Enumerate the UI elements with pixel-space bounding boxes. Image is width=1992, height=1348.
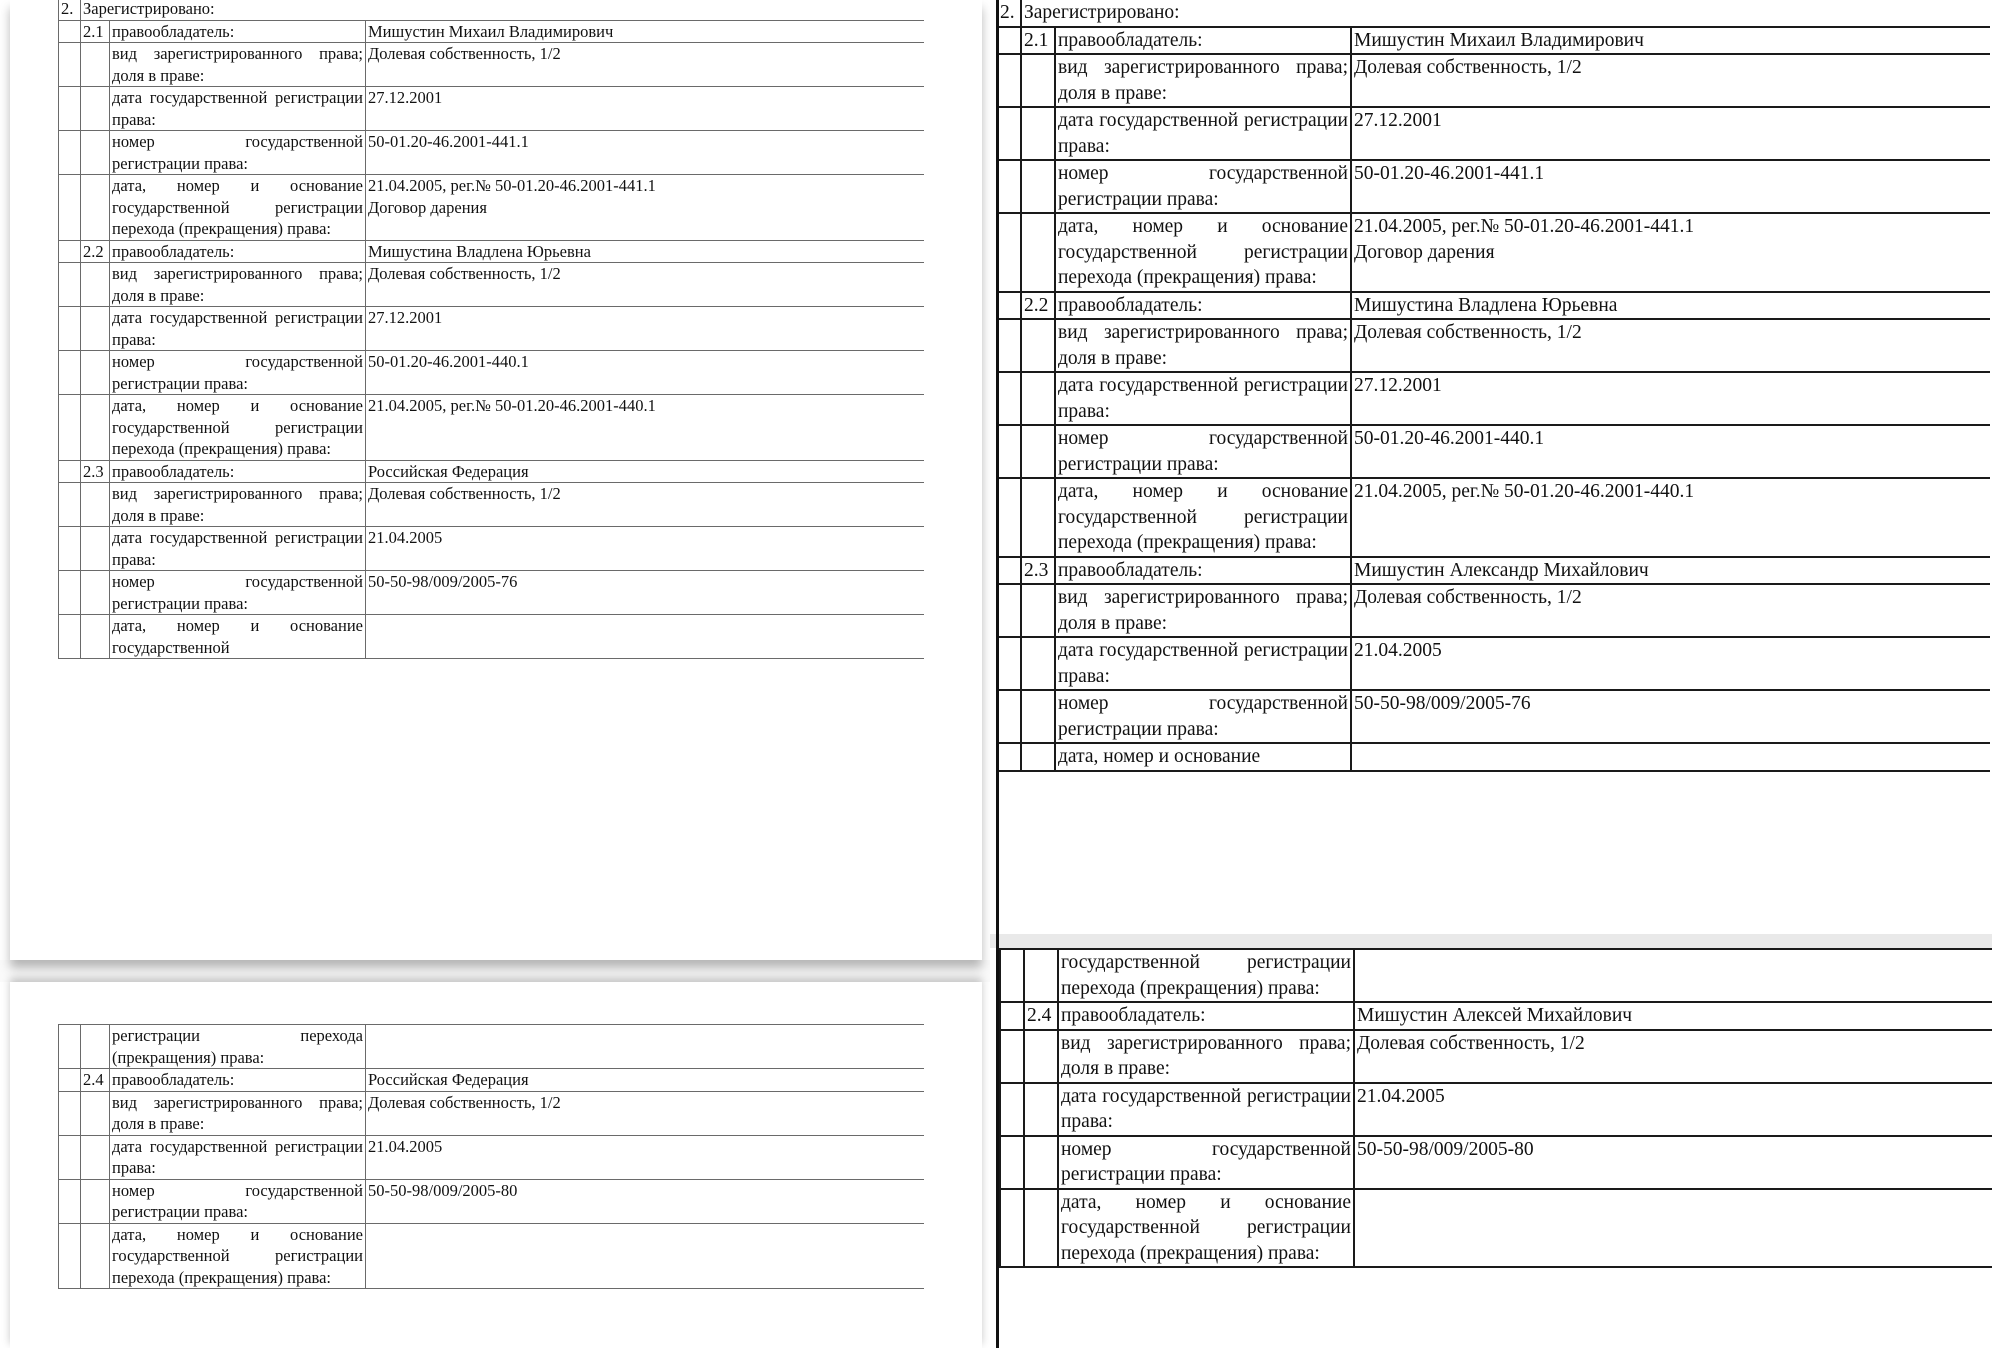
- table-row: [997, 584, 1990, 637]
- section-spacer: [1000, 1189, 1024, 1268]
- field-value: 21.04.2005, рег.№ 50-01.20-46.2001-441.1 Договор дарения: [1351, 213, 1990, 292]
- field-value: 21.04.2005, рег.№ 50-01.20-46.2001-440.1: [1351, 478, 1990, 557]
- subsection-number: [81, 263, 110, 307]
- field-label: вид зарегистрированного права; доля в праве:: [1055, 319, 1351, 372]
- table-row: [59, 240, 925, 263]
- field-label: дата, номер и основание государственной регистрации перехода (прекращения) права:: [1055, 478, 1351, 557]
- subsection-number: [81, 87, 110, 131]
- field-label: правообладатель:: [1055, 27, 1351, 55]
- field-label: правообладатель:: [110, 240, 366, 263]
- section-spacer: [59, 240, 81, 263]
- field-label: дата, номер и основание государственной регистрации перехода (прекращения) права:: [110, 395, 366, 461]
- field-value: [366, 615, 925, 659]
- field-value: Долевая собственность, 1/2: [366, 483, 925, 527]
- section-number: 2.: [997, 0, 1021, 27]
- section-spacer: [997, 213, 1021, 292]
- table-row: [59, 351, 925, 395]
- section-spacer: [59, 87, 81, 131]
- table-row: [59, 1069, 925, 1092]
- table-row: [997, 690, 1990, 743]
- section-spacer: [59, 1223, 81, 1289]
- field-value: Долевая собственность, 1/2: [1351, 54, 1990, 107]
- section-title: Зарегистрировано:: [81, 0, 925, 20]
- field-label: дата государственной регистрации права:: [110, 87, 366, 131]
- subsection-number: 2.4: [1024, 1002, 1058, 1030]
- table-row: [59, 1025, 925, 1069]
- subsection-number: [81, 1179, 110, 1223]
- field-value: 21.04.2005: [366, 527, 925, 571]
- table-row: [997, 637, 1990, 690]
- table-row: [59, 615, 925, 659]
- field-label: дата государственной регистрации права:: [110, 527, 366, 571]
- page-gap: [0, 960, 990, 982]
- subsection-number: [1024, 1189, 1058, 1268]
- field-value: [1351, 743, 1990, 771]
- section-spacer: [997, 372, 1021, 425]
- table-row: [997, 478, 1990, 557]
- subsection-number: [1021, 478, 1055, 557]
- field-value: Российская Федерация: [366, 460, 925, 483]
- section-spacer: [59, 1025, 81, 1069]
- field-label: вид зарегистрированного права; доля в праве:: [1055, 584, 1351, 637]
- section-spacer: [997, 107, 1021, 160]
- subsection-number: [81, 1135, 110, 1179]
- subsection-number: [81, 175, 110, 241]
- subsection-number: [1024, 1083, 1058, 1136]
- registry-table-scanned-page-2: [58, 1024, 924, 1348]
- field-label: номер государственной регистрации права:: [1055, 690, 1351, 743]
- table-row: [59, 1179, 925, 1223]
- subsection-number: [81, 43, 110, 87]
- subsection-number: [81, 1025, 110, 1069]
- subsection-number: [81, 1223, 110, 1289]
- table-row: [59, 20, 925, 43]
- table-row: [1000, 1083, 1992, 1136]
- table-row: [59, 395, 925, 461]
- table-row: [59, 527, 925, 571]
- field-value: 21.04.2005: [366, 1135, 925, 1179]
- field-label: номер государственной регистрации права:: [110, 1179, 366, 1223]
- section-spacer: [997, 54, 1021, 107]
- section-spacer: [59, 1069, 81, 1092]
- field-label: дата государственной регистрации права:: [110, 1135, 366, 1179]
- table-row: [59, 460, 925, 483]
- field-label: правообладатель:: [110, 460, 366, 483]
- table-row: [997, 107, 1990, 160]
- field-value: Мишустин Михаил Владимирович: [1351, 27, 1990, 55]
- field-value: 50-50-98/009/2005-80: [366, 1179, 925, 1223]
- field-label: дата, номер и основание государственной регистрации перехода (прекращения) права:: [110, 175, 366, 241]
- table-row: [997, 27, 1990, 55]
- subsection-number: [1024, 1136, 1058, 1189]
- section-spacer: [997, 478, 1021, 557]
- field-value: 21.04.2005: [1351, 637, 1990, 690]
- table-row: [997, 425, 1990, 478]
- subsection-number: 2.2: [1021, 292, 1055, 320]
- subsection-number: [81, 615, 110, 659]
- section-spacer: [59, 263, 81, 307]
- subsection-number: [81, 1091, 110, 1135]
- table-row: [59, 571, 925, 615]
- field-label: вид зарегистрированного права; доля в праве:: [110, 1091, 366, 1135]
- subsection-number: [1021, 584, 1055, 637]
- field-label: номер государственной регистрации права:: [1058, 1136, 1354, 1189]
- section-spacer: [59, 571, 81, 615]
- field-value: 27.12.2001: [1351, 372, 1990, 425]
- field-value: 21.04.2005: [1354, 1083, 1992, 1136]
- subsection-number: [81, 483, 110, 527]
- section-spacer: [997, 292, 1021, 320]
- table-row: [997, 743, 1990, 771]
- section-spacer: [59, 1135, 81, 1179]
- section-spacer: [59, 1179, 81, 1223]
- registry-table-clear-view-page-1: [996, 0, 1990, 934]
- section-spacer: [997, 319, 1021, 372]
- table-row: [59, 307, 925, 351]
- table-row: [997, 557, 1990, 585]
- section-spacer: [997, 584, 1021, 637]
- field-label: правообладатель:: [1055, 557, 1351, 585]
- table-row: [59, 131, 925, 175]
- field-value: 50-50-98/009/2005-76: [366, 571, 925, 615]
- section-spacer: [59, 1091, 81, 1135]
- field-label: вид зарегистрированного права; доля в праве:: [1058, 1030, 1354, 1083]
- table-row: [1000, 1030, 1992, 1083]
- registry-table: [996, 0, 1990, 772]
- registry-table-clear-view-page-2: [996, 948, 1992, 1348]
- field-value: Мишустин Алексей Михайлович: [1354, 1002, 1992, 1030]
- table-row: [1000, 1189, 1992, 1268]
- registry-table-scanned-page-1: [58, 0, 924, 822]
- field-value: 50-01.20-46.2001-440.1: [366, 351, 925, 395]
- registry-table: [58, 0, 924, 659]
- field-value: Долевая собственность, 1/2: [1351, 319, 1990, 372]
- section-spacer: [59, 395, 81, 461]
- field-value: Мишустин Михаил Владимирович: [366, 20, 925, 43]
- section-spacer: [997, 27, 1021, 55]
- field-label: вид зарегистрированного права; доля в праве:: [110, 43, 366, 87]
- field-value: 21.04.2005, рег.№ 50-01.20-46.2001-441.1 Договор дарения: [366, 175, 925, 241]
- field-label: номер государственной регистрации права:: [110, 351, 366, 395]
- field-value: 27.12.2001: [366, 307, 925, 351]
- field-value: 50-50-98/009/2005-80: [1354, 1136, 1992, 1189]
- section-number: 2.: [59, 0, 81, 20]
- field-label: дата, номер и основание государственной регистрации перехода (прекращения) права:: [1058, 1189, 1354, 1268]
- subsection-number: [81, 351, 110, 395]
- section-spacer: [1000, 949, 1024, 1002]
- field-label: дата, номер и основание государственной регистрации перехода (прекращения) права:: [110, 1223, 366, 1289]
- subsection-number: [1021, 690, 1055, 743]
- subsection-number: 2.3: [81, 460, 110, 483]
- field-value: 50-01.20-46.2001-440.1: [1351, 425, 1990, 478]
- subsection-number: 2.1: [1021, 27, 1055, 55]
- subsection-number: 2.3: [1021, 557, 1055, 585]
- subsection-number: [81, 527, 110, 571]
- section-spacer: [997, 743, 1021, 771]
- field-label: дата, номер и основание: [1055, 743, 1351, 771]
- field-label: номер государственной регистрации права:: [1055, 425, 1351, 478]
- table-row: [59, 1135, 925, 1179]
- field-label: дата государственной регистрации права:: [1055, 637, 1351, 690]
- table-row: [59, 87, 925, 131]
- page-break-gap: [990, 934, 1992, 948]
- subsection-number: [81, 571, 110, 615]
- page-left-border: [996, 0, 999, 1348]
- subsection-number: [81, 307, 110, 351]
- field-value: 27.12.2001: [366, 87, 925, 131]
- section-spacer: [1000, 1002, 1024, 1030]
- registry-table: [58, 1024, 924, 1289]
- subsection-number: [1021, 107, 1055, 160]
- table-row: [1000, 949, 1992, 1002]
- section-spacer: [997, 690, 1021, 743]
- field-label: правообладатель:: [110, 20, 366, 43]
- section-spacer: [59, 527, 81, 571]
- field-label: правообладатель:: [1058, 1002, 1354, 1030]
- field-value: Долевая собственность, 1/2: [1354, 1030, 1992, 1083]
- table-row: [59, 483, 925, 527]
- field-value: 50-50-98/009/2005-76: [1351, 690, 1990, 743]
- subsection-number: [1021, 743, 1055, 771]
- section-spacer: [59, 460, 81, 483]
- subsection-number: [81, 395, 110, 461]
- table-row: [59, 1091, 925, 1135]
- field-label: номер государственной регистрации права:: [110, 131, 366, 175]
- field-value: [366, 1223, 925, 1289]
- section-spacer: [997, 160, 1021, 213]
- section-spacer: [1000, 1030, 1024, 1083]
- field-value: [1354, 1189, 1992, 1268]
- field-label: дата государственной регистрации права:: [1055, 372, 1351, 425]
- subsection-number: [1024, 1030, 1058, 1083]
- field-label: вид зарегистрированного права; доля в праве:: [110, 263, 366, 307]
- field-value: Долевая собственность, 1/2: [366, 43, 925, 87]
- subsection-number: [1021, 425, 1055, 478]
- field-value: Долевая собственность, 1/2: [366, 263, 925, 307]
- field-value: Мишустина Владлена Юрьевна: [366, 240, 925, 263]
- subsection-number: 2.4: [81, 1069, 110, 1092]
- subsection-number: [81, 131, 110, 175]
- section-spacer: [59, 615, 81, 659]
- table-row: [997, 54, 1990, 107]
- field-value: [366, 1025, 925, 1069]
- subsection-number: 2.2: [81, 240, 110, 263]
- table-row: [997, 372, 1990, 425]
- field-label: вид зарегистрированного права; доля в праве:: [1055, 54, 1351, 107]
- table-row: [1000, 1136, 1992, 1189]
- field-value: Долевая собственность, 1/2: [1351, 584, 1990, 637]
- field-label: номер государственной регистрации права:: [1055, 160, 1351, 213]
- field-value: 27.12.2001: [1351, 107, 1990, 160]
- section-spacer: [997, 425, 1021, 478]
- table-row: [997, 292, 1990, 320]
- registry-table: [999, 948, 1992, 1268]
- subsection-number: [1021, 637, 1055, 690]
- field-label: правообладатель:: [1055, 292, 1351, 320]
- table-row: [59, 1223, 925, 1289]
- field-value: Мишустина Владлена Юрьевна: [1351, 292, 1990, 320]
- section-spacer: [59, 483, 81, 527]
- field-label: номер государственной регистрации права:: [110, 571, 366, 615]
- table-row: [997, 319, 1990, 372]
- section-spacer: [59, 20, 81, 43]
- subsection-number: [1021, 372, 1055, 425]
- field-label: вид зарегистрированного права; доля в праве:: [110, 483, 366, 527]
- field-label: государственной регистрации перехода (прекращения) права:: [1058, 949, 1354, 1002]
- section-spacer: [997, 557, 1021, 585]
- section-spacer: [59, 175, 81, 241]
- field-value: 50-01.20-46.2001-441.1: [1351, 160, 1990, 213]
- section-spacer: [59, 43, 81, 87]
- table-row: [59, 263, 925, 307]
- table-row: [59, 0, 925, 20]
- field-label: дата государственной регистрации права:: [1058, 1083, 1354, 1136]
- section-spacer: [1000, 1136, 1024, 1189]
- section-spacer: [59, 131, 81, 175]
- section-title: Зарегистрировано:: [1021, 0, 1990, 27]
- field-value: [1354, 949, 1992, 1002]
- section-spacer: [997, 637, 1021, 690]
- subsection-number: 2.1: [81, 20, 110, 43]
- field-label: дата государственной регистрации права:: [110, 307, 366, 351]
- field-label: дата государственной регистрации права:: [1055, 107, 1351, 160]
- field-value: Российская Федерация: [366, 1069, 925, 1092]
- field-value: Мишустин Александр Михайлович: [1351, 557, 1990, 585]
- section-spacer: [59, 351, 81, 395]
- subsection-number: [1021, 54, 1055, 107]
- subsection-number: [1021, 213, 1055, 292]
- field-value: 21.04.2005, рег.№ 50-01.20-46.2001-440.1: [366, 395, 925, 461]
- subsection-number: [1021, 319, 1055, 372]
- field-value: Долевая собственность, 1/2: [366, 1091, 925, 1135]
- table-row: [997, 160, 1990, 213]
- table-row: [997, 0, 1990, 27]
- field-label: дата, номер и основание государственной регистрации перехода (прекращения) права:: [1055, 213, 1351, 292]
- table-row: [59, 43, 925, 87]
- field-label: правообладатель:: [110, 1069, 366, 1092]
- table-row: [59, 175, 925, 241]
- subsection-number: [1021, 160, 1055, 213]
- table-row: [1000, 1002, 1992, 1030]
- field-label: дата, номер и основание государственной: [110, 615, 366, 659]
- field-value: 50-01.20-46.2001-441.1: [366, 131, 925, 175]
- field-label: регистрации перехода (прекращения) права:: [110, 1025, 366, 1069]
- section-spacer: [1000, 1083, 1024, 1136]
- subsection-number: [1024, 949, 1058, 1002]
- table-row: [997, 213, 1990, 292]
- section-spacer: [59, 307, 81, 351]
